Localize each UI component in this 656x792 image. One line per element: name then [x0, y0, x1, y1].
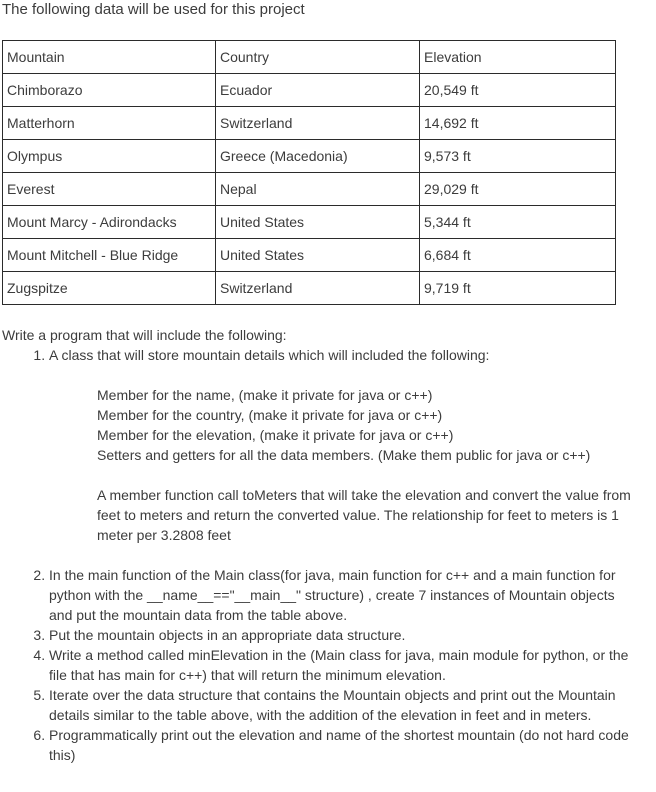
step-item: 4. Write a method called minElevation in the (Main class for java, main module for python, or the file that has main for c++) that will return the minimum elevation.: [49, 645, 639, 685]
elevation-cell: 9,719 ft: [420, 272, 616, 305]
elevation-cell: 29,029 ft: [420, 173, 616, 206]
country-cell: United States: [216, 239, 420, 272]
elevation-cell: 14,692 ft: [420, 107, 616, 140]
table-row: [3, 173, 616, 206]
step-list-2: [0, 565, 639, 765]
mountain-cell: Matterhorn: [3, 107, 216, 140]
intro-text: The following data will be used for this project: [2, 1, 305, 18]
step-item: 5. Iterate over the data structure that contains the Mountain objects and print out the Mountain details similar to the table above, with the addition of the elevation in feet and in meters.: [49, 685, 639, 725]
mountain-cell: Mount Marcy - Adirondacks: [3, 206, 216, 239]
step-item: 1. A class that will store mountain details which will included the following:: [49, 345, 639, 365]
table-row: [3, 206, 616, 239]
mountain-cell: Everest: [3, 173, 216, 206]
mountain-cell: Olympus: [3, 140, 216, 173]
step-item: 3. Put the mountain objects in an appropriate data structure.: [49, 625, 639, 645]
table-row: [3, 239, 616, 272]
step-list-1: [0, 345, 639, 365]
table-row: [3, 107, 616, 140]
member-line: Member for the country, (make it private for java or c++): [97, 407, 443, 423]
column-header-country: Country: [216, 41, 420, 74]
member-line: Setters and getters for all the data members. (Make them public for java or c++): [97, 447, 591, 463]
member-line: Member for the elevation, (make it private for java or c++): [97, 427, 454, 443]
country-cell: Greece (Macedonia): [216, 140, 420, 173]
country-cell: United States: [216, 206, 420, 239]
member-line: Member for the name, (make it private for java or c++): [97, 387, 433, 403]
country-cell: Nepal: [216, 173, 420, 206]
table-row: [3, 140, 616, 173]
mountain-cell: Zugspitze: [3, 272, 216, 305]
step-item: 6. Programmatically print out the elevation and name of the shortest mountain (do not hard code this): [49, 725, 639, 765]
country-cell: Ecuador: [216, 74, 420, 107]
mountain-cell: Mount Mitchell - Blue Ridge: [3, 239, 216, 272]
table-row: [3, 74, 616, 107]
country-cell: Switzerland: [216, 107, 420, 140]
mountain-table: [2, 40, 616, 305]
elevation-cell: 6,684 ft: [420, 239, 616, 272]
table-header-row: [3, 41, 616, 74]
to-meters-paragraph: A member function call toMeters that will take the elevation and convert the value from feet to meters and return the converted value. The relationship for feet to meters is 1 meter per 3.2808 feet: [97, 487, 631, 543]
mountain-cell: Chimborazo: [3, 74, 216, 107]
elevation-cell: 9,573 ft: [420, 140, 616, 173]
member-list: [97, 385, 590, 465]
column-header-mountain: Mountain: [3, 41, 216, 74]
elevation-cell: 20,549 ft: [420, 74, 616, 107]
step-item: 2. In the main function of the Main class(for java, main function for c++ and a main function for python with the __name__=="__main__" structure) , create 7 instances of Mountain objects and put the mountain data from the table above.: [49, 565, 639, 625]
country-cell: Switzerland: [216, 272, 420, 305]
column-header-elevation: Elevation: [420, 41, 616, 74]
elevation-cell: 5,344 ft: [420, 206, 616, 239]
table-row: [3, 272, 616, 305]
task-intro: Write a program that will include the following:: [2, 327, 287, 343]
